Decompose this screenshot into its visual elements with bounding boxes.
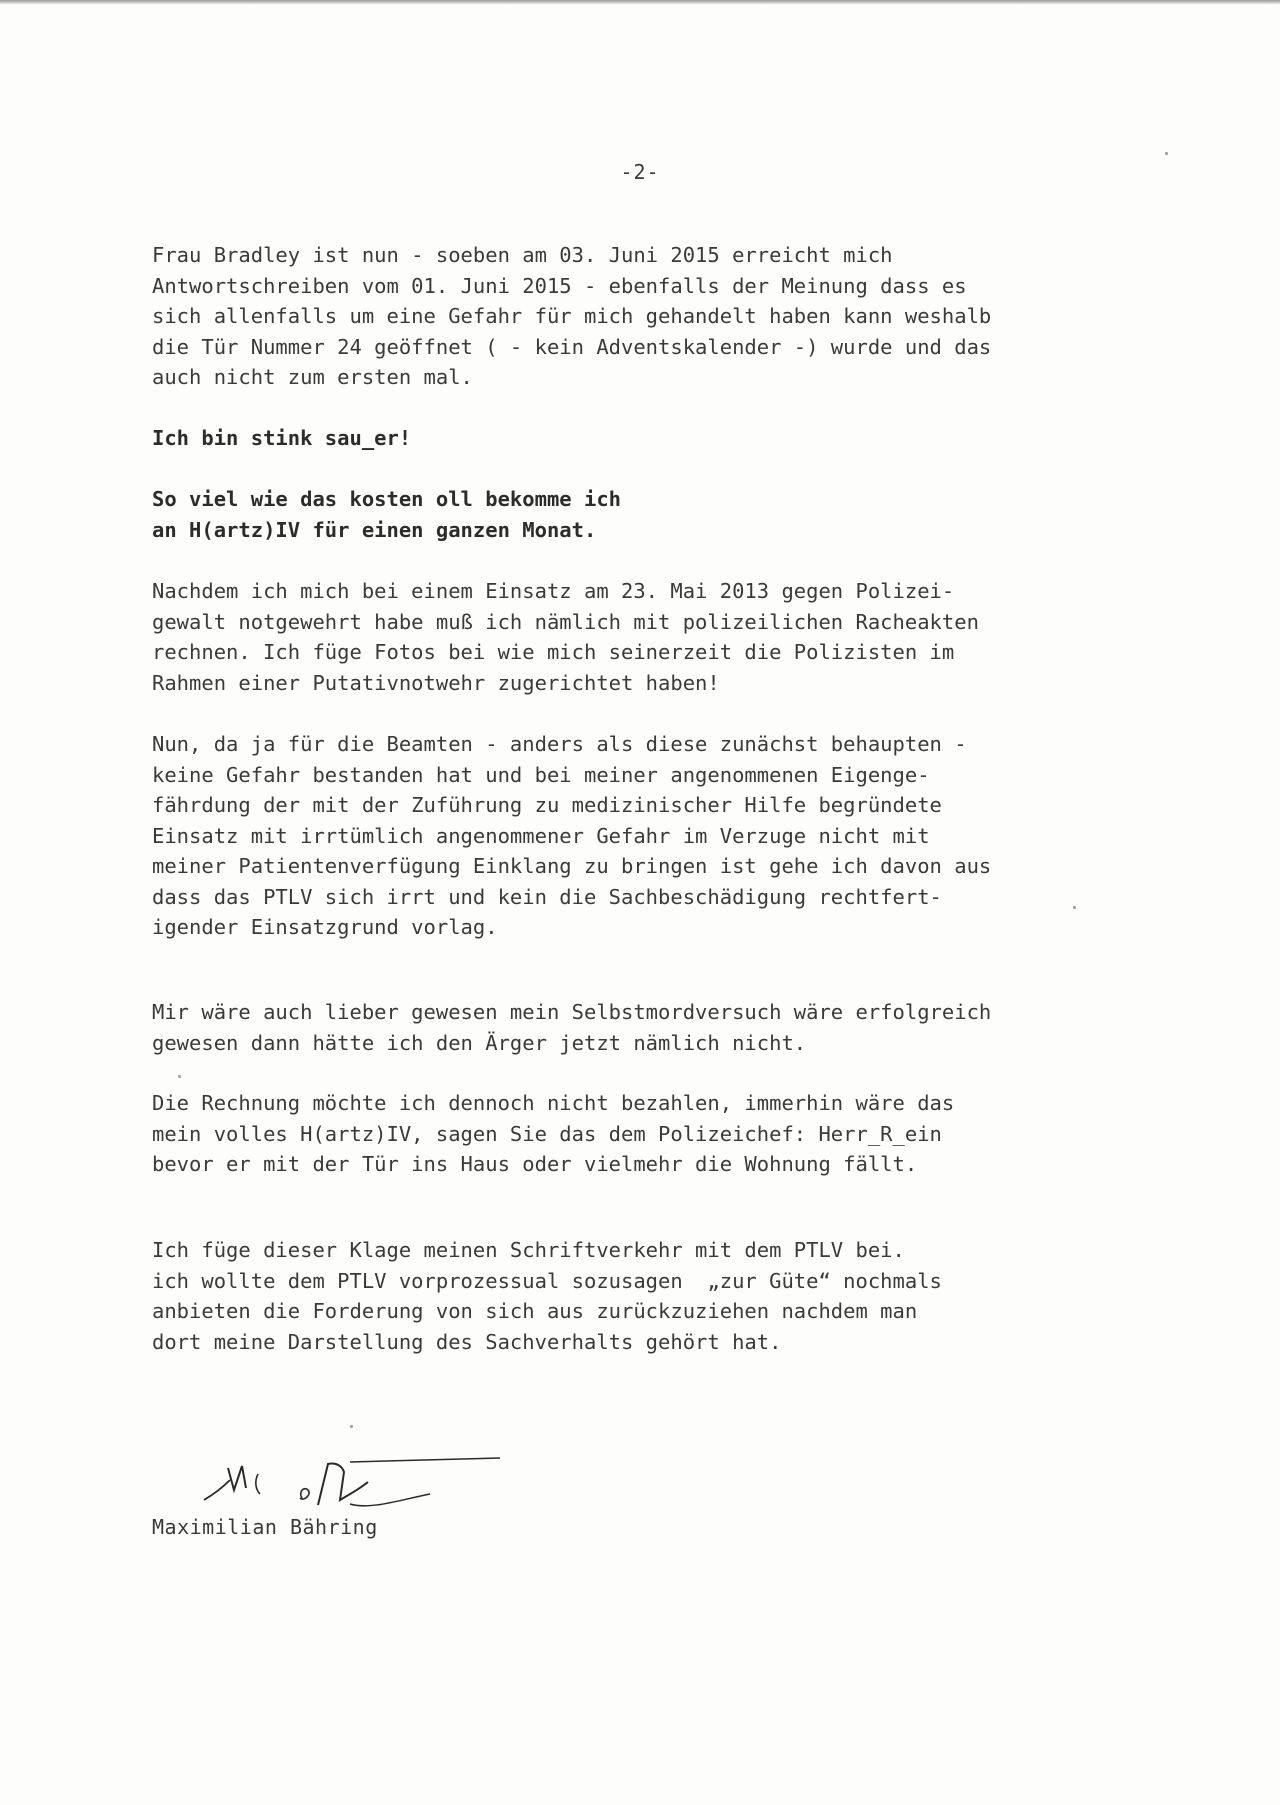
- text-line: auch nicht zum ersten mal.: [152, 365, 473, 389]
- text-line: igender Einsatzgrund vorlag.: [152, 915, 498, 939]
- text-line: Nun, da ja für die Beamten - anders als diese zunächst behaupten -: [152, 732, 967, 756]
- text-line: die Tür Nummer 24 geöffnet ( - kein Adventskalender -) wurde und das: [152, 334, 992, 359]
- scan-speck: [1073, 906, 1076, 909]
- text-line: Antwortschreiben vom 01. Juni 2015 - ebenfalls der Meinung dass es: [152, 273, 967, 298]
- page-number: -2-: [620, 160, 660, 184]
- text-line: rechnen. Ich füge Fotos bei wie mich seinerzeit die Polizisten im: [152, 640, 955, 664]
- text-line: gewesen dann hätte ich den Ärger jetzt nämlich nicht.: [152, 1030, 807, 1055]
- text-line: gewalt notgewehrt habe muß ich nämlich mit polizeilichen Racheakten: [152, 609, 979, 634]
- text-line: an H(artz)IV für einen ganzen Monat.: [152, 517, 597, 542]
- text-line: Mir wäre auch lieber gewesen mein Selbstmordversuch wäre erfolgreich: [152, 1000, 992, 1024]
- text-line: Einsatz mit irrtümlich angenommener Gefahr im Verzuge nicht mit: [152, 823, 930, 848]
- text-line: keine Gefahr bestanden hat und bei meiner angenommenen Eigenge-: [152, 762, 930, 787]
- text-line: sich allenfalls um eine Gefahr für mich gehandelt haben kann weshalb: [152, 304, 992, 328]
- scan-speck: [178, 1075, 181, 1078]
- signature-name: Maximilian Bähring: [152, 1515, 378, 1539]
- text-line: dass das PTLV sich irrt und kein die Sachbeschädigung rechtfert-: [152, 884, 942, 909]
- paragraph-hartz-iv-cost: [152, 484, 1132, 545]
- paragraph-bradley: [152, 240, 1132, 393]
- text-line: Rahmen einer Putativnotwehr zugerichtet haben!: [152, 670, 720, 695]
- text-line: fährdung der mit der Zuführung zu medizinischer Hilfe begründete: [152, 793, 942, 817]
- handwritten-signature: [200, 1450, 520, 1525]
- paragraph-notwehr: [152, 576, 1132, 698]
- text-line: So viel wie das kosten oll bekomme ich: [152, 487, 621, 511]
- text-line: Ich bin stink sau_er!: [152, 426, 412, 450]
- scan-top-edge: [0, 0, 1280, 4]
- scan-speck: [1165, 152, 1168, 155]
- paragraph-rechnung: [152, 1088, 1132, 1180]
- text-line: Frau Bradley ist nun - soeben am 03. Juni 2015 erreicht mich: [152, 243, 893, 267]
- text-line: ich wollte dem PTLV vorprozessual sozusagen „zur Güte“ nochmals: [152, 1268, 942, 1293]
- text-line: Ich füge dieser Klage meinen Schriftverkehr mit dem PTLV bei.: [152, 1238, 905, 1262]
- text-line: Die Rechnung möchte ich dennoch nicht bezahlen, immerhin wäre das: [152, 1091, 955, 1115]
- paragraph-selbstmordversuch: [152, 997, 1132, 1058]
- text-line: dort meine Darstellung des Sachverhalts gehört hat.: [152, 1329, 782, 1354]
- paragraph-schriftverkehr: [152, 1235, 1132, 1357]
- paragraph-stink-sauer: [152, 423, 1132, 454]
- text-line: mein volles H(artz)IV, sagen Sie das dem Polizeichef: Herr_R_ein: [152, 1121, 942, 1146]
- scan-speck: [350, 1425, 353, 1428]
- paragraph-beamten-gefahr: [152, 729, 1132, 943]
- text-line: Nachdem ich mich bei einem Einsatz am 23. Mai 2013 gegen Polizei-: [152, 579, 955, 603]
- text-line: meiner Patientenverfügung Einklang zu bringen ist gehe ich davon aus: [152, 854, 992, 878]
- text-line: bevor er mit der Tür ins Haus oder vielmehr die Wohnung fällt.: [152, 1152, 918, 1176]
- text-line: anbieten die Forderung von sich aus zurückzuziehen nachdem man: [152, 1299, 918, 1323]
